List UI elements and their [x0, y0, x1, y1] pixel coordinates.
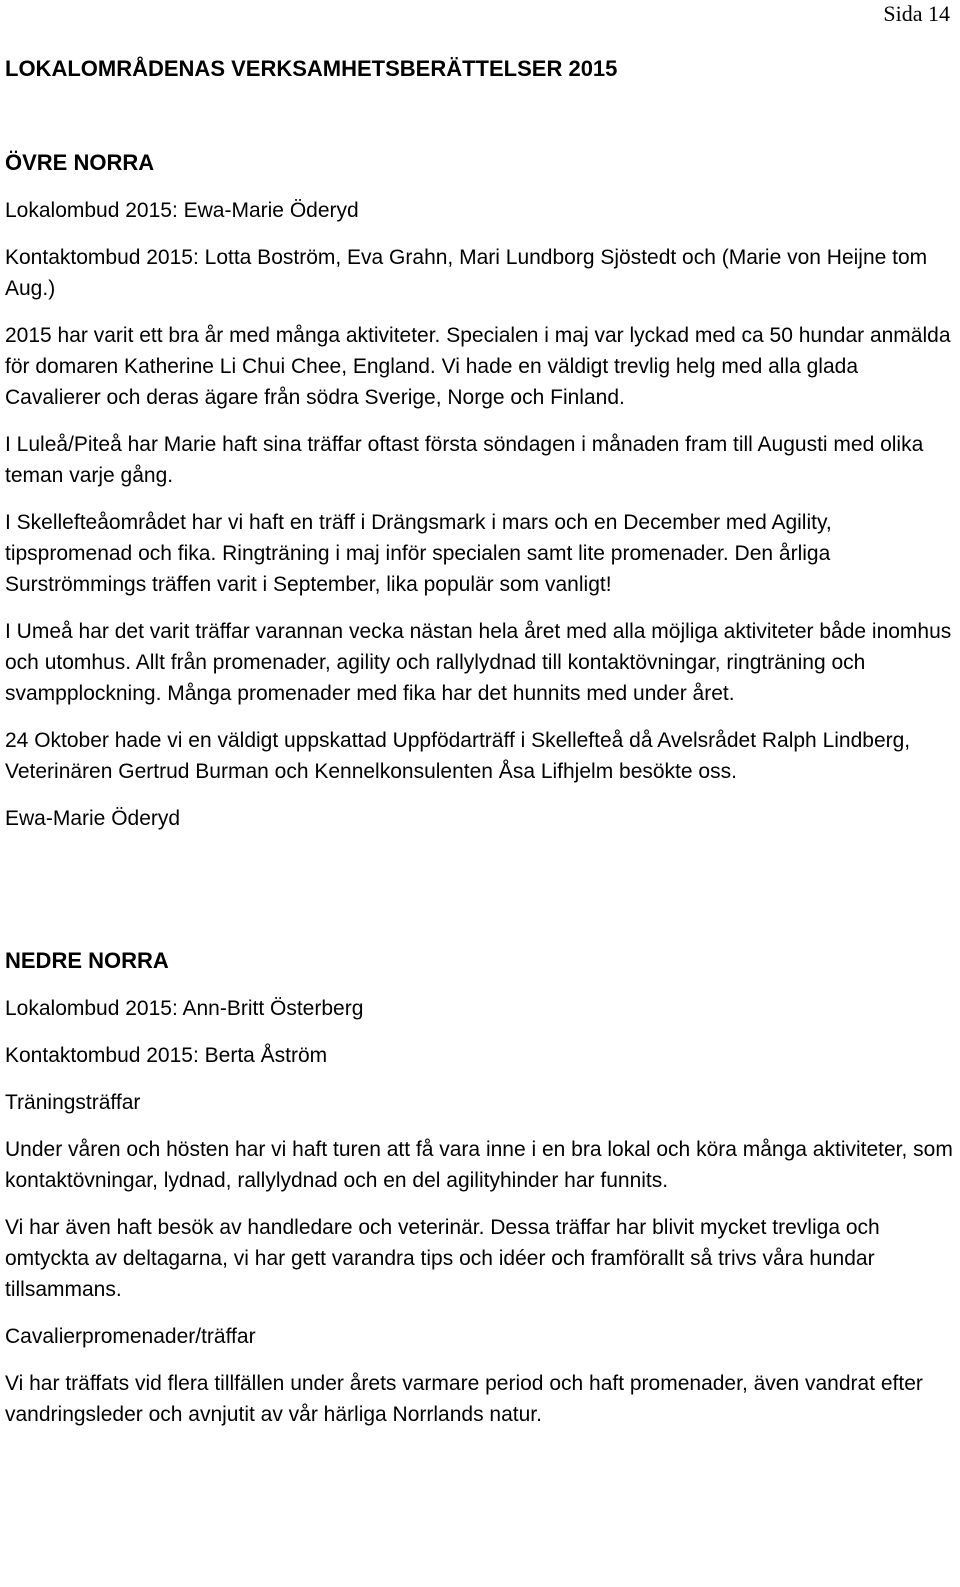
paragraph: 2015 har varit ett bra år med många aktiviteter. Specialen i maj var lyckad med ca 50 hundar anmälda för domaren Katherine Li Chui Chee, England. Vi hade en väldigt trevlig helg med alla glada Cavalierer och deras ägare från södra Sverige, Norge och Finland.	[5, 324, 951, 409]
section-heading-ovre-norra: ÖVRE NORRA	[5, 150, 155, 175]
paragraph: I Luleå/Piteå har Marie haft sina träffar oftast första söndagen i månaden fram till Augusti med olika teman varje gång.	[5, 433, 924, 487]
paragraph: I Umeå har det varit träffar varannan vecka nästan hela året med alla möjliga aktiviteter både inomhus och utomhus. Allt från promenader, agility och rallylydnad till kontaktövningar, ringträning och svampplockning. Många promenader med fika har det hunnits med under året.	[5, 620, 952, 705]
signature: Ewa-Marie Öderyd	[5, 807, 181, 830]
section-heading-nedre-norra: NEDRE NORRA	[5, 948, 169, 973]
section-ovre-norra	[5, 148, 953, 834]
page-number: Sida 14	[883, 1, 950, 26]
paragraph: Under våren och hösten har vi haft turen att få vara inne i en bra lokal och köra många aktiviteter, som kontaktövningar, lydnad, rallylydnad och en del agilityhinder har funnits.	[5, 1138, 953, 1192]
paragraph: Vi har träffats vid flera tillfällen under årets varmare period och haft promenader, även vandrat efter vandringsleder och avnjutit av vår härliga Norrlands natur.	[5, 1372, 923, 1426]
kontaktombud-nedre-norra: Kontaktombud 2015: Berta Åström	[5, 1044, 328, 1067]
kontaktombud-ovre-norra: Kontaktombud 2015: Lotta Boström, Eva Grahn, Mari Lundborg Sjöstedt och (Marie von Heijne tom Aug.)	[5, 246, 928, 300]
paragraph: Vi har även haft besök av handledare och veterinär. Dessa träffar har blivit mycket trevliga och omtyckta av deltagarna, vi har gett varandra tips och idéer och framförallt så trivs våra hundar tillsammans.	[5, 1216, 880, 1301]
lokalombud-nedre-norra: Lokalombud 2015: Ann-Britt Österberg	[5, 997, 364, 1020]
lokalombud-ovre-norra: Lokalombud 2015: Ewa-Marie Öderyd	[5, 199, 359, 222]
subheading-traningstraffar: Träningsträffar	[5, 1091, 141, 1114]
section-spacer	[5, 850, 953, 946]
paragraph: 24 Oktober hade vi en väldigt uppskattad Uppfödarträff i Skellefteå då Avelsrådet Ralph Lindberg, Veterinären Gertrud Burman och Kennelkonsulenten Åsa Lifhjelm besökte oss.	[5, 729, 911, 783]
document-body	[5, 54, 953, 1446]
subheading-cavalierpromenader: Cavalierpromenader/träffar	[5, 1325, 256, 1348]
paragraph: I Skellefteåområdet har vi haft en träff i Drängsmark i mars och en December med Agility, tipspromenad och fika. Ringträning i maj inför specialen samt lite promenader. Den årliga Surströmmings träffen varit i September, lika populär som vanligt!	[5, 511, 832, 596]
section-nedre-norra	[5, 946, 953, 1430]
document-title: LOKALOMRÅDENAS VERKSAMHETSBERÄTTELSER 2015	[5, 56, 618, 81]
